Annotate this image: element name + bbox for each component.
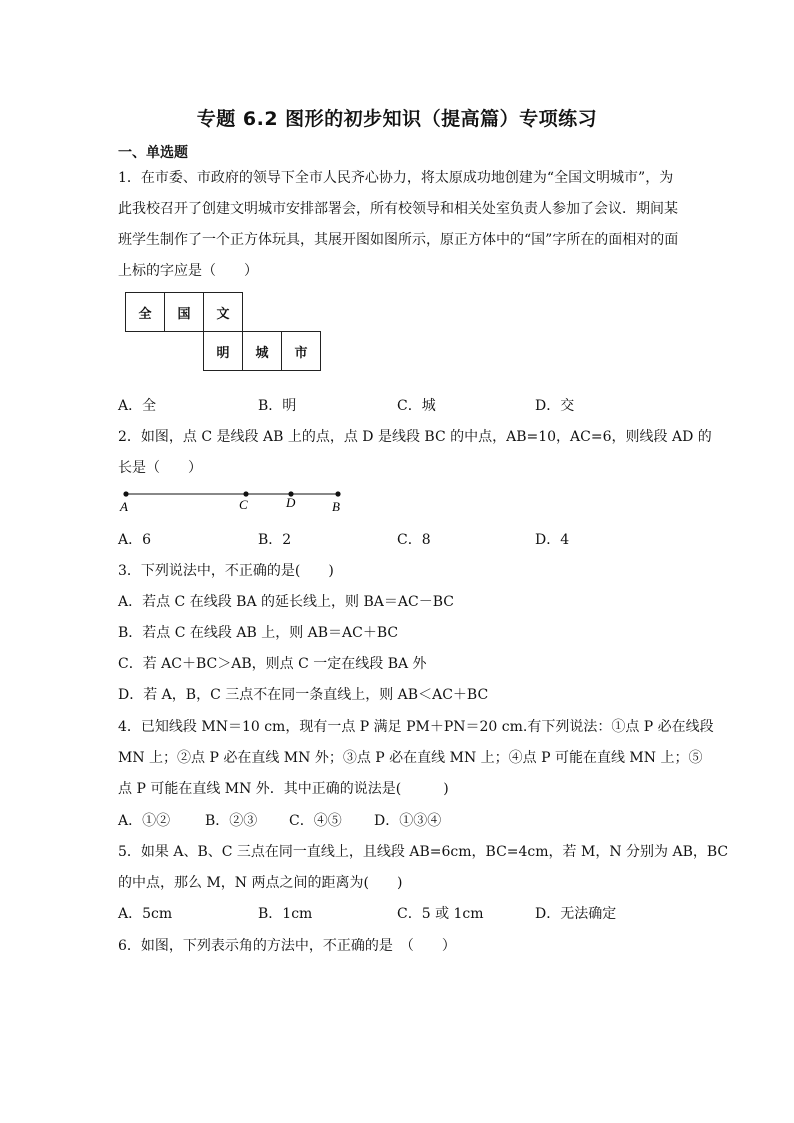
point-b [335, 491, 340, 496]
q2-line-1: 2．如图，点 C 是线段 AB 上的点，点 D 是线段 BC 的中点，AB=10，AC=6，则线段 AD 的 [118, 429, 712, 445]
q1-option-b: B．明 [258, 398, 297, 414]
q4-line-1: 4．已知线段 MN＝10 cm，现有一点 P 满足 PM＋PN＝20 cm.有下列说法：①点 P 必在线段 [118, 719, 714, 735]
label-a: A [120, 499, 128, 514]
q1-option-d: D．交 [535, 398, 575, 414]
segment-figure [118, 486, 348, 516]
q1-line-3: 班学生制作了一个正方体玩具，其展开图如图所示，原正方体中的“国”字所在的面相对的面 [118, 232, 679, 248]
q1-option-a: A．全 [118, 398, 157, 414]
q5-line-2: 的中点，那么 M，N 两点之间的距离为( ) [118, 875, 403, 891]
q5-option-d: D．无法确定 [535, 906, 617, 922]
q1-line-2: 此我校召开了创建文明城市安排部署会，所有校领导和相关处室负责人参加了会议．期间某 [118, 201, 678, 217]
q5-option-a: A．5cm [118, 906, 173, 922]
label-d: D [286, 495, 296, 510]
q2-option-b: B．2 [258, 532, 292, 548]
q6-stem: 6．如图，下列表示角的方法中，不正确的是 （ ） [118, 938, 456, 954]
q1-option-c: C．城 [397, 398, 436, 414]
page-title: 专题 6.2 图形的初步知识（提高篇）专项练习 [196, 108, 598, 130]
point-a [123, 491, 128, 496]
net-cell: 文 [203, 292, 243, 332]
q5-line-1: 5．如果 A、B、C 三点在同一直线上，且线段 AB=6cm，BC=4cm，若 M，N 分别为 AB，BC [118, 844, 729, 860]
label-b: B [332, 499, 340, 514]
q4-option-b: B．②③ [205, 813, 258, 829]
q2-line-2: 长是（ ） [118, 460, 202, 476]
q5-option-b: B．1cm [258, 906, 313, 922]
q3-stem: 3．下列说法中，不正确的是( ) [118, 563, 334, 579]
net-cell: 明 [203, 331, 243, 371]
section-heading: 一、单选题 [118, 145, 188, 161]
q3-option-a: A．若点 C 在线段 BA 的延长线上，则 BA＝AC－BC [118, 594, 454, 610]
net-cell: 城 [242, 331, 282, 371]
q4-option-c: C．④⑤ [289, 813, 342, 829]
q4-option-d: D．①③④ [374, 813, 442, 829]
q3-option-b: B．若点 C 在线段 AB 上，则 AB＝AC＋BC [118, 625, 399, 641]
q3-option-d: D．若 A，B，C 三点不在同一条直线上，则 AB＜AC＋BC [118, 687, 489, 703]
q1-line-1: 1．在市委、市政府的领导下全市人民齐心协力，将太原成功地创建为“全国文明城市”，为 [118, 170, 674, 186]
net-cell: 国 [164, 292, 204, 332]
q3-option-c: C．若 AC＋BC＞AB，则点 C 一定在线段 BA 外 [118, 656, 427, 672]
label-c: C [239, 497, 248, 512]
q2-option-c: C．8 [397, 532, 431, 548]
q2-option-a: A．6 [118, 532, 152, 548]
q4-line-2: MN 上；②点 P 必在直线 MN 外；③点 P 必在直线 MN 上；④点 P 可能在直线 MN 上；⑤ [118, 750, 703, 766]
net-cell: 市 [281, 331, 321, 371]
q1-line-4: 上标的字应是（ ） [118, 263, 258, 279]
q4-line-3: 点 P 可能在直线 MN 外．其中正确的说法是( ) [118, 781, 449, 797]
net-cell: 全 [125, 292, 165, 332]
q5-option-c: C．5 或 1cm [397, 906, 484, 922]
cube-net-figure [125, 292, 329, 376]
point-c [243, 491, 248, 496]
q2-option-d: D．4 [535, 532, 570, 548]
q4-option-a: A．①② [118, 813, 171, 829]
